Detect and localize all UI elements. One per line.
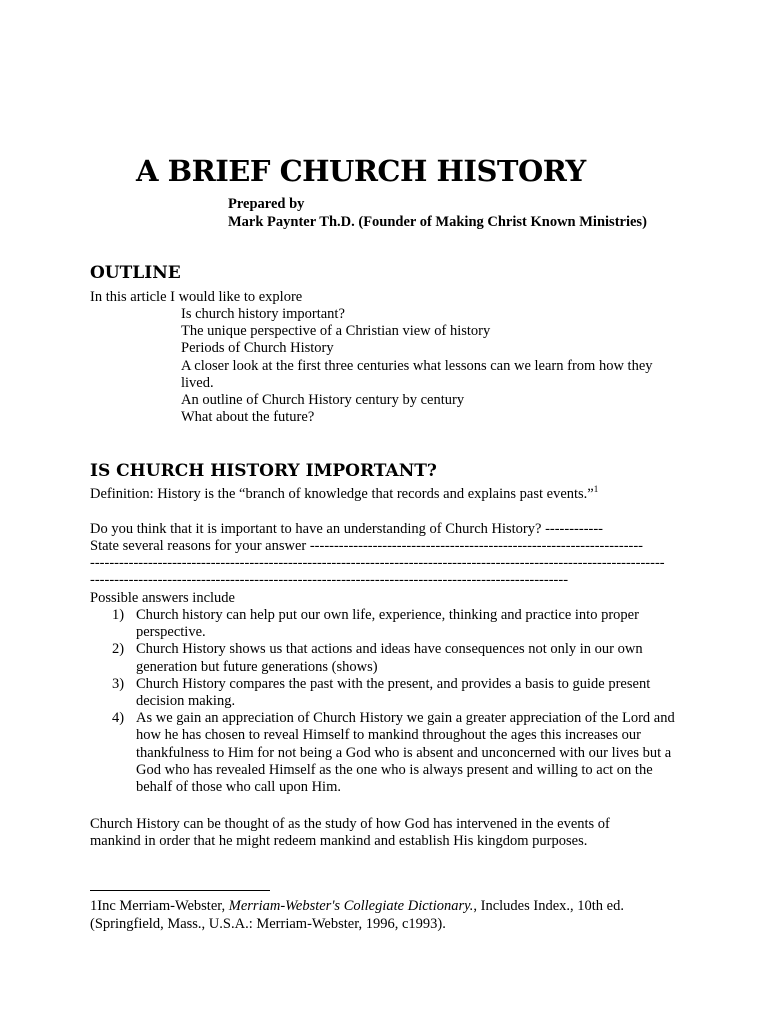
footnote-prefix: 1Inc Merriam-Webster, — [90, 898, 229, 914]
answer-dash-lines — [90, 555, 680, 589]
answer-text: Church History shows us that actions and ideas have consequences not only in our own generation but future generations (shows) — [136, 641, 643, 675]
document-title: A BRIEF CHURCH HISTORY — [136, 154, 586, 188]
outline-item: An outline of Church History century by century — [181, 392, 465, 409]
answer-number: 1) — [112, 607, 125, 623]
closing-paragraph: Church History can be thought of as the study of how God has intervened in the events of mankind in order that he might redeem mankind and establish His kingdom purposes. — [90, 816, 610, 850]
author-line: Mark Paynter Th.D. (Founder of Making Christ Known Ministries) — [228, 214, 647, 230]
reasons-prompt-line: State several reasons for your answer --------------------------------------------------------------------- — [90, 538, 644, 555]
definition-text — [90, 486, 598, 503]
answer-number: 2) — [112, 641, 125, 658]
dash-line: --------------------------------------------------------------------------------------------------- — [90, 572, 569, 589]
prepared-by-block — [228, 195, 647, 231]
question-block — [90, 521, 690, 555]
outline-item: Is church history important? — [181, 306, 345, 322]
answer-text: Church History compares the past with the present, and provides a basis to guide present decision making. — [136, 675, 651, 710]
answer-item — [90, 607, 680, 641]
outline-item: The unique perspective of a Christian view of history — [181, 323, 491, 340]
importance-heading: IS CHURCH HISTORY IMPORTANT? — [90, 461, 437, 481]
footnote-divider — [90, 890, 270, 891]
outline-list — [181, 306, 681, 426]
answer-item — [90, 641, 680, 675]
dash-line: ----------------------------------------------------------------------------------------------------------------------- — [90, 555, 665, 571]
outline-item: Periods of Church History — [181, 340, 334, 357]
outline-item: What about the future? — [181, 409, 315, 426]
answer-number: 3) — [112, 675, 125, 692]
answer-item — [90, 710, 680, 796]
definition-body: Definition: History is the “branch of knowledge that records and explains past events.” — [90, 486, 594, 502]
answer-text: Church history can help put our own life, experience, thinking and practice into proper perspective. — [136, 607, 639, 641]
outline-heading: OUTLINE — [90, 263, 181, 283]
answer-item — [90, 676, 680, 710]
footnote — [90, 897, 650, 933]
question-line: Do you think that it is important to have an understanding of Church History? ------------ — [90, 521, 604, 537]
outline-item: A closer look at the first three centuries what lessons can we learn from how they lived. — [181, 357, 653, 391]
footnote-suffix: , Includes Index., 10th ed. (Springfield, Mass., U.S.A.: Merriam-Webster, 1996, c1993). — [90, 898, 624, 932]
answer-text: As we gain an appreciation of Church History we gain a greater appreciation of the Lord and how he has chosen to reveal Himself to mankind throughout the ages this increases our thankfulness to Him for not being a God who is absent and unconcerned with our lives but a God who has revealed Himself as the one who is always present and willing to act on the behalf of those who call upon Him. — [136, 710, 675, 796]
footnote-title: Merriam-Webster's Collegiate Dictionary. — [228, 898, 474, 914]
possible-answers-intro: Possible answers include — [90, 590, 235, 606]
answers-list — [90, 607, 680, 796]
footnote-marker: 1 — [593, 484, 599, 495]
prepared-by-label: Prepared by — [228, 196, 305, 212]
answer-number: 4) — [112, 710, 125, 727]
outline-intro: In this article I would like to explore — [90, 289, 303, 305]
